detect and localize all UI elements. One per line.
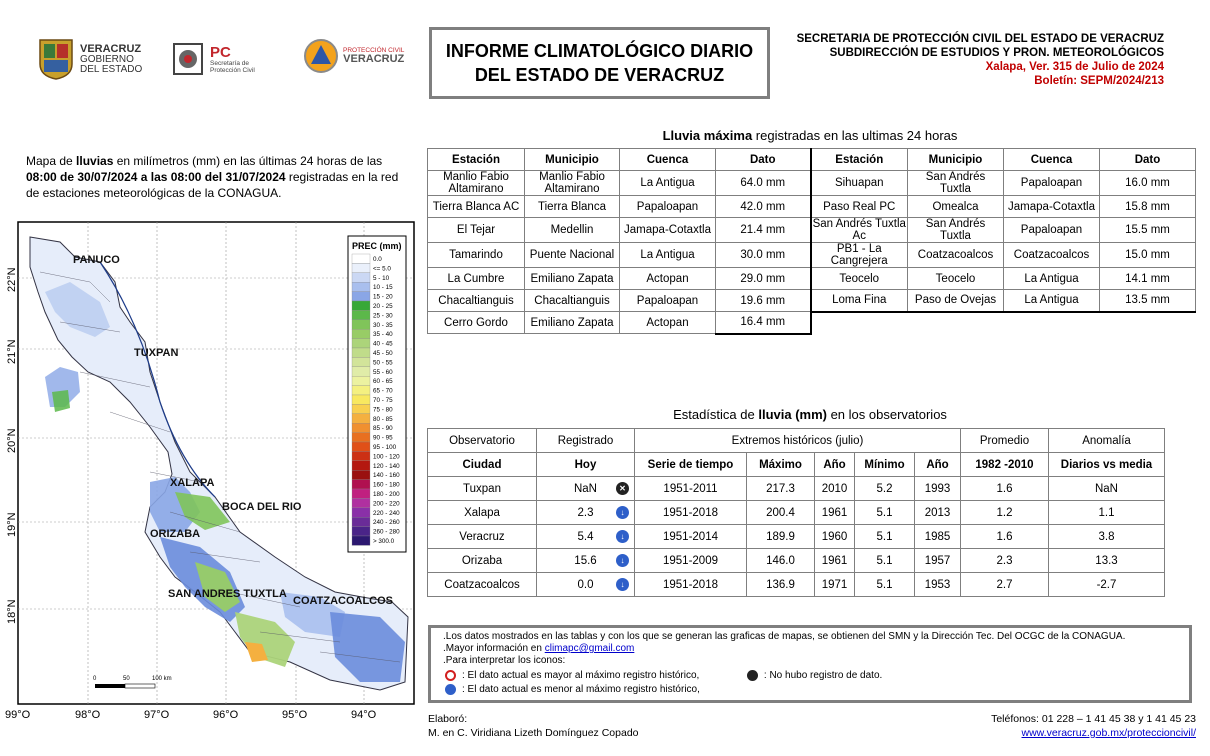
table-cell: 5.1 (855, 573, 915, 597)
legend-label: 100 - 120 (373, 453, 400, 461)
observatory-table (427, 428, 1165, 597)
table-cell: 1960 (815, 525, 855, 549)
table-cell: 1951-2011 (635, 477, 747, 501)
website-link[interactable]: www.veracruz.gob.mx/proteccioncivil/ (1021, 727, 1196, 739)
table-cell: Paso Real PC (811, 196, 908, 218)
table-cell: Puente Nacional (525, 243, 620, 268)
table-cell: Tuxpan (428, 477, 537, 501)
table-cell: 1951-2018 (635, 573, 747, 597)
legend-swatch (352, 263, 370, 272)
legend-swatch (352, 301, 370, 310)
legend-label: 240 - 260 (373, 519, 400, 527)
table-cell: Tamarindo (428, 243, 525, 268)
svg-text:50: 50 (123, 676, 130, 682)
table-cell (908, 312, 1004, 334)
legend-label: 60 - 65 (373, 378, 393, 386)
above-max-icon (445, 670, 456, 681)
table-cell: Emiliano Zapata (525, 268, 620, 290)
legend-swatch (352, 433, 370, 442)
table-cell: 1951-2014 (635, 525, 747, 549)
civil-protection-icon (303, 38, 339, 74)
table-cell: La Antigua (1004, 268, 1100, 290)
table-cell: 1953 (915, 573, 961, 597)
legend-label: 260 - 280 (373, 528, 400, 536)
pc-logo: PC Secretaría de Protección Civil (172, 40, 255, 78)
longitude-label: 98°O (75, 709, 101, 721)
legend-swatch (352, 498, 370, 507)
table-cell: 189.9 (747, 525, 815, 549)
table-row (428, 573, 1165, 597)
table-cell (1004, 312, 1100, 334)
column-header: Año (815, 453, 855, 477)
column-header: Estación (811, 149, 908, 171)
legend-label: > 300.0 (373, 538, 395, 545)
table-cell: 21.4 mm (716, 218, 811, 243)
legend-swatch (352, 480, 370, 489)
legend-swatch (352, 357, 370, 366)
city-label: ORIZABA (150, 528, 201, 540)
legend-label: 120 - 140 (373, 462, 400, 470)
legend-label: 140 - 160 (373, 472, 400, 480)
svg-text:100 km: 100 km (152, 676, 172, 682)
column-header: Mínimo (855, 453, 915, 477)
pc-veracruz-logo: PROTECCIÓN CIVIL VERACRUZ (303, 38, 404, 74)
table-cell: Manlio Fabio Altamirano (428, 171, 525, 196)
table-cell: Paso de Ovejas (908, 290, 1004, 312)
table-cell: Papaloapan (620, 196, 716, 218)
city-label: TUXPAN (134, 347, 179, 359)
table-cell: La Antigua (620, 243, 716, 268)
below-max-icon: ↓ (616, 578, 629, 591)
below-max-icon: ↓ (616, 554, 629, 567)
table-cell: Tierra Blanca (525, 196, 620, 218)
legend-label: 55 - 60 (373, 368, 393, 376)
longitude-label: 95°O (282, 709, 308, 721)
table-cell: -2.7 (1049, 573, 1165, 597)
table-cell: Chacaltianguis (428, 290, 525, 312)
legend-label: 30 - 35 (373, 321, 393, 329)
max-rain-table (427, 148, 1196, 335)
group-header: Registrado (537, 429, 635, 453)
table-cell: Coatzacoalcos (1004, 243, 1100, 268)
legend-swatch (352, 320, 370, 329)
today-cell: NaN ✕ (537, 477, 635, 501)
legend-swatch (352, 414, 370, 423)
legend-swatch (352, 395, 370, 404)
table-cell: 2.7 (961, 573, 1049, 597)
table-cell: PB1 - La Cangrejera (811, 243, 908, 268)
table-cell: 5.1 (855, 549, 915, 573)
today-cell: 5.4 ↓ (537, 525, 635, 549)
table-cell: Xalapa (428, 501, 537, 525)
table-row (428, 218, 1196, 243)
legend-swatch (352, 470, 370, 479)
table-cell: 13.3 (1049, 549, 1165, 573)
table-cell: 29.0 mm (716, 268, 811, 290)
legend-label: 45 - 50 (373, 350, 393, 357)
table-cell: 1957 (915, 549, 961, 573)
group-header: Anomalía (1049, 429, 1165, 453)
table-cell: 1951-2009 (635, 549, 747, 573)
table-cell: Actopan (620, 268, 716, 290)
table-cell: 1.2 (961, 501, 1049, 525)
table-row (428, 290, 1196, 312)
column-header: Ciudad (428, 453, 537, 477)
table-cell: Papaloapan (620, 290, 716, 312)
legend-swatch (352, 451, 370, 460)
legend-swatch (352, 461, 370, 470)
legend-label: 90 - 95 (373, 434, 393, 442)
table-row (428, 501, 1165, 525)
table-cell: San Andrés Tuxtla (908, 171, 1004, 196)
column-header: Serie de tiempo (635, 453, 747, 477)
below-max-icon: ↓ (616, 530, 629, 543)
table-cell: 1961 (815, 549, 855, 573)
legend-label: 75 - 80 (373, 406, 393, 414)
legend-label: 50 - 55 (373, 359, 393, 367)
map-caption: Mapa de lluvias en milímetros (mm) en las últimas 24 horas de las 08:00 de 30/07/2024 a las 08:00 del 31/07/2024 registradas en la red de estaciones meteorológicas de la CONAGUA. (26, 154, 399, 200)
table-cell: 146.0 (747, 549, 815, 573)
legend-label: 35 - 40 (373, 331, 393, 339)
column-header: Hoy (537, 453, 635, 477)
table-cell: 16.4 mm (716, 312, 811, 334)
bulletin-number: Boletín: SEPM/2024/213 (1034, 75, 1164, 87)
column-header: Dato (1100, 149, 1196, 171)
column-header: Municipio (908, 149, 1004, 171)
table-cell: La Cumbre (428, 268, 525, 290)
table-cell (811, 312, 908, 334)
table-cell: Teocelo (811, 268, 908, 290)
legend-swatch (352, 423, 370, 432)
legend-swatch (352, 376, 370, 385)
table-cell: 64.0 mm (716, 171, 811, 196)
legend-label: 40 - 45 (373, 340, 393, 348)
precipitation-legend (348, 236, 406, 552)
svg-text:0: 0 (93, 676, 97, 682)
city-label: COATZACOALCOS (293, 595, 394, 607)
legend-label: 160 - 180 (373, 481, 400, 489)
legend-label: 25 - 30 (373, 312, 393, 320)
table-cell: 15.8 mm (1100, 196, 1196, 218)
latitude-label: 21°N (6, 339, 18, 364)
table-cell: 1.6 (961, 525, 1049, 549)
table-cell: Coatzacoalcos (908, 243, 1004, 268)
table-cell: 200.4 (747, 501, 815, 525)
table-cell: Loma Fina (811, 290, 908, 312)
table-cell: San Andrés Tuxtla Ac (811, 218, 908, 243)
legend-swatch (352, 536, 370, 545)
today-cell: 15.6 ↓ (537, 549, 635, 573)
table-row (428, 525, 1165, 549)
below-max-icon (445, 684, 456, 695)
today-cell: 0.0 ↓ (537, 573, 635, 597)
city-label: BOCA DEL RIO (222, 501, 302, 513)
legend-title: PREC (mm) (352, 241, 402, 251)
legend-swatch (352, 282, 370, 291)
footer-contact: Teléfonos: 01 228 – 1 41 45 38 y 1 41 45 23 www.veracruz.gob.mx/proteccioncivil/ (991, 713, 1196, 739)
table-cell: 15.5 mm (1100, 218, 1196, 243)
report-date: Xalapa, Ver. 315 de Julio de 2024 (985, 61, 1164, 73)
table-cell: 136.9 (747, 573, 815, 597)
legend-swatch (352, 404, 370, 413)
table-row (428, 549, 1165, 573)
table-cell: 16.0 mm (1100, 171, 1196, 196)
no-data-icon (747, 670, 758, 681)
table-cell: Teocelo (908, 268, 1004, 290)
column-header: Dato (716, 149, 811, 171)
no-data-icon: ✕ (616, 482, 629, 495)
column-header: Estación (428, 149, 525, 171)
table-cell: 42.0 mm (716, 196, 811, 218)
column-header: 1982 -2010 (961, 453, 1049, 477)
legend-label: 70 - 75 (373, 397, 393, 404)
table-cell: 15.0 mm (1100, 243, 1196, 268)
table-cell: 1961 (815, 501, 855, 525)
table-cell: Tierra Blanca AC (428, 196, 525, 218)
max-rain-table-title: Lluvia máxima registradas en las ultimas 24 horas (662, 128, 958, 143)
legend-label: 15 - 20 (373, 293, 393, 301)
table-cell: Actopan (620, 312, 716, 334)
longitude-label: 99°O (5, 709, 31, 721)
observatory-table-title: Estadística de lluvia (mm) en los observatorios (673, 407, 947, 422)
table-cell: Omealca (908, 196, 1004, 218)
longitude-label: 96°O (213, 709, 239, 721)
table-cell: 1993 (915, 477, 961, 501)
report-header: SECRETARIA DE PROTECCIÓN CIVIL DEL ESTADO DE VERACRUZ SUBDIRECCIÓN DE ESTUDIOS Y PRON. METEOROLÓGICOS Xalapa, Ver. 315 de Julio de 2024 Boletín: SEPM/2024/213 (796, 33, 1164, 87)
table-cell: Medellin (525, 218, 620, 243)
table-row (428, 171, 1196, 196)
table-cell: Coatzacoalcos (428, 573, 537, 597)
table-cell: 2010 (815, 477, 855, 501)
table-cell: 5.2 (855, 477, 915, 501)
legend-swatch (352, 339, 370, 348)
legend-swatch (352, 508, 370, 517)
veracruz-logo: VERACRUZ GOBIERNO DEL ESTADO (38, 38, 142, 80)
table-cell: 1985 (915, 525, 961, 549)
legend-label: 65 - 70 (373, 387, 393, 395)
legend-swatch (352, 292, 370, 301)
veracruz-shield-icon (38, 38, 74, 80)
table-cell: El Tejar (428, 218, 525, 243)
table-cell: 1.6 (961, 477, 1049, 501)
table-cell: 5.1 (855, 501, 915, 525)
table-cell (1100, 312, 1196, 334)
legend-swatch (352, 329, 370, 338)
column-header: Cuenca (620, 149, 716, 171)
latitude-label: 22°N (6, 267, 18, 292)
column-header: Diarios vs media (1049, 453, 1165, 477)
table-cell: Veracruz (428, 525, 537, 549)
city-label: XALAPA (170, 477, 215, 489)
legend-swatch (352, 442, 370, 451)
table-cell: Jamapa-Cotaxtla (1004, 196, 1100, 218)
legend-label: 180 - 200 (373, 491, 400, 498)
legend-swatch (352, 517, 370, 526)
table-cell: 1951-2018 (635, 501, 747, 525)
legend-swatch (352, 386, 370, 395)
column-header: Cuenca (1004, 149, 1100, 171)
legend-swatch (352, 367, 370, 376)
table-cell: Chacaltianguis (525, 290, 620, 312)
group-header: Observatorio (428, 429, 537, 453)
group-header: Promedio (961, 429, 1049, 453)
legend-label: 200 - 220 (373, 500, 400, 508)
table-cell: San Andrés Tuxtla (908, 218, 1004, 243)
table-cell: 217.3 (747, 477, 815, 501)
longitude-label: 97°O (144, 709, 170, 721)
city-label: SAN ANDRES TUXTLA (168, 588, 287, 600)
below-max-icon: ↓ (616, 506, 629, 519)
table-cell: 2.3 (961, 549, 1049, 573)
legend-label: 95 - 100 (373, 444, 397, 451)
legend-swatch (352, 254, 370, 263)
table-row (428, 312, 1196, 334)
table-cell: Jamapa-Cotaxtla (620, 218, 716, 243)
legend-label: 10 - 15 (373, 284, 393, 292)
legend-swatch (352, 310, 370, 319)
footer-author: Elaboró: M. en C. Viridiana Lizeth Domínguez Copado (428, 713, 639, 739)
legend-label: 5 - 10 (373, 274, 390, 282)
table-row (428, 268, 1196, 290)
pc-emblem-icon (172, 40, 204, 78)
table-cell: 19.6 mm (716, 290, 811, 312)
legend-swatch (352, 348, 370, 357)
table-cell: Sihuapan (811, 171, 908, 196)
table-cell: 14.1 mm (1100, 268, 1196, 290)
city-label: PANUCO (73, 254, 120, 266)
legend-label: <= 5.0 (373, 265, 391, 273)
latitude-label: 20°N (6, 428, 18, 453)
legend-label: 0.0 (373, 256, 382, 263)
table-cell: 5.1 (855, 525, 915, 549)
table-cell: 3.8 (1049, 525, 1165, 549)
legend-swatch (352, 489, 370, 498)
legend-label: 220 - 240 (373, 509, 400, 517)
email-link[interactable]: climapc@gmail.com (544, 643, 635, 654)
notes-box: .Los datos mostrados en las tablas y con los que se generan las graficas de mapas, se obtienen del SMN y la Dirección Tec. Del OCGC de la CONAGUA. .Mayor información en climapc@gmail.com .Para interpretar los iconos: : El dato actual es mayor al máximo registro histórico, : No hubo registro de dato. : El dato actual es menor al máximo registro histórico, (428, 625, 1192, 703)
legend-label: 20 - 25 (373, 303, 393, 310)
column-header: Municipio (525, 149, 620, 171)
table-cell: 1.1 (1049, 501, 1165, 525)
table-cell: 30.0 mm (716, 243, 811, 268)
longitude-label: 94°O (351, 709, 377, 721)
table-cell: NaN (1049, 477, 1165, 501)
today-cell: 2.3 ↓ (537, 501, 635, 525)
table-row (428, 196, 1196, 218)
legend-swatch (352, 273, 370, 282)
legend-swatch (352, 527, 370, 536)
table-cell: 2013 (915, 501, 961, 525)
report-title: INFORME CLIMATOLÓGICO DIARIO DEL ESTADO DE VERACRUZ (429, 27, 770, 99)
latitude-label: 19°N (6, 512, 18, 537)
table-cell: Emiliano Zapata (525, 312, 620, 334)
table-row (428, 243, 1196, 268)
table-cell: Orizaba (428, 549, 537, 573)
table-cell: Cerro Gordo (428, 312, 525, 334)
legend-label: 80 - 85 (373, 415, 393, 423)
table-cell: 1971 (815, 573, 855, 597)
table-cell: La Antigua (620, 171, 716, 196)
table-cell: 13.5 mm (1100, 290, 1196, 312)
latitude-label: 18°N (6, 599, 18, 624)
column-header: Año (915, 453, 961, 477)
legend-label: 85 - 90 (373, 425, 393, 433)
table-cell: Papaloapan (1004, 171, 1100, 196)
table-cell: La Antigua (1004, 290, 1100, 312)
column-header: Máximo (747, 453, 815, 477)
group-header: Extremos históricos (julio) (635, 429, 961, 453)
rainfall-map (0, 212, 418, 724)
table-cell: Manlio Fabio Altamirano (525, 171, 620, 196)
table-cell: Papaloapan (1004, 218, 1100, 243)
table-row (428, 477, 1165, 501)
